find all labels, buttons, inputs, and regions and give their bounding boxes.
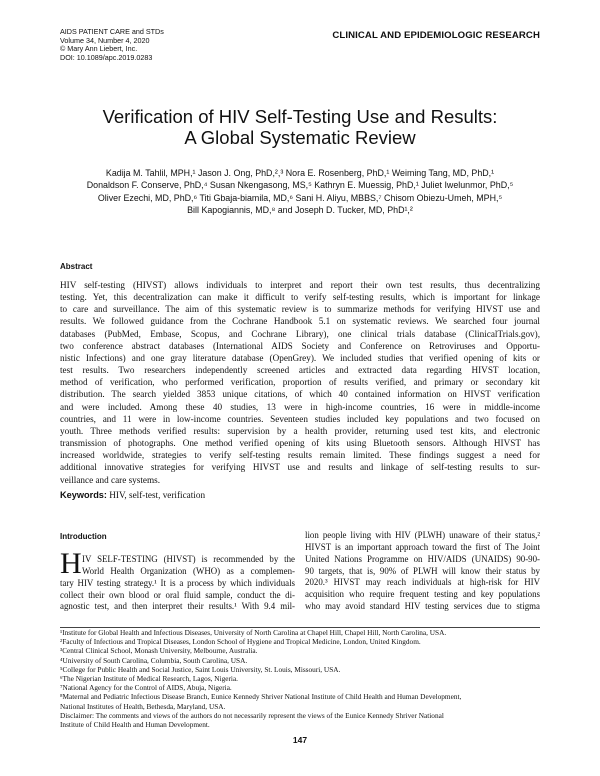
intro-line: 90 targets, that is, 90% of PLWH will know their status by (305, 565, 540, 576)
article-title (60, 106, 540, 148)
abstract-line: distribution. The search yielded 3853 unique citations, of which 40 contained information on HIVST verification (60, 389, 540, 400)
intro-line: tary HIV testing strategy.¹ It is a process by which individuals (60, 577, 295, 588)
abstract-line: and were included. Among these 40 studies, 13 were in high-income countries, 16 were in middle-income (60, 401, 540, 412)
footnote: Disclaimer: The comments and views of the authors do not necessarily represent the views of the Eunice Kennedy Shriver National (60, 710, 444, 720)
footnote: ²Faculty of Infectious and Tropical Diseases, London School of Hygiene and Tropical Medicine, London, United Kingdom. (60, 637, 421, 647)
footnote: ⁷National Agency for the Control of AIDS, Abuja, Nigeria. (60, 683, 232, 693)
footnote: ³Central Clinical School, Monash University, Melbourne, Australia. (60, 646, 258, 656)
intro-line: HIVST is an important approach toward the first of The Joint (305, 541, 540, 552)
abstract-line: veillance and care systems. (60, 474, 160, 485)
abstract-line: to care and surveillance. The aim of this systematic review is to summarize methods for verifying HIVST use and (60, 304, 540, 315)
abstract-line: two conference abstract databases (International AIDS Society and Conference on Retroviruses and Opportu- (60, 340, 540, 351)
abstract-line: youth. Three methods verified results: supervision by a health provider, returning used test kits, and electronic (60, 425, 540, 436)
keywords-text: HIV, self-test, verification (109, 490, 206, 500)
abstract-line: results. We followed guidance from the Cochrane Handbook 5.1 on systematic reviews. We searched four journal (60, 316, 540, 327)
page-number: 147 (292, 735, 308, 745)
keywords (60, 490, 205, 500)
intro-line: World Health Organization (WHO) as a complemen- (82, 565, 295, 576)
intro-line: lion people living with HIV (PLWH) unaware of their status,² (305, 530, 540, 540)
footnote: ¹Institute for Global Health and Infectious Diseases, University of North Carolina at Chapel Hill, Chapel Hill, North Carolina, USA. (60, 628, 447, 637)
intro-line: acquisition who require frequent testing and key populations (305, 589, 540, 600)
intro-line: IV SELF-TESTING (HIVST) is recommended by the (82, 554, 295, 564)
journal-info (60, 28, 164, 62)
footnote: ⁸Maternal and Pediatric Infectious Disease Branch, Eunice Kennedy Shriver National Institute of Child Health and Human Development, (60, 692, 462, 702)
drop-cap: H (60, 547, 82, 580)
section-heading: CLINICAL AND EPIDEMIOLOGIC RESEARCH (332, 30, 540, 41)
footnote: National Institutes of Health, Bethesda, Maryland, USA. (60, 701, 226, 711)
introduction-heading: Introduction (60, 532, 107, 541)
footnote: ⁶The Nigerian Institute of Medical Research, Lagos, Nigeria. (60, 674, 239, 684)
author-line: Bill Kapogiannis, MD,⁸ and Joseph D. Tucker, MD, PhD¹,² (187, 204, 413, 215)
intro-line: agnostic test, and then interpret their results.¹ With 9.4 mil- (60, 601, 295, 612)
abstract-line: transmission of photographs. One method verified opening of kits using Bluetooth sensors. Although HIVST has (60, 438, 540, 449)
journal-volume: Volume 34, Number 4, 2020 (60, 35, 150, 45)
abstract-line: test results. Two researchers independently screened articles and extracted data regarding HIVST location, (60, 365, 540, 376)
abstract-heading: Abstract (60, 262, 93, 271)
author-list (60, 167, 540, 216)
journal-doi[interactable]: DOI: 10.1089/apc.2019.0283 (60, 52, 153, 62)
intro-left-column (60, 554, 295, 613)
affiliation-footnotes (60, 628, 540, 729)
author-line: Donaldson F. Conserve, PhD,⁴ Susan Nkengasong, MS,⁵ Kathryn E. Muessig, PhD,¹ Juliet Iwelunmor, PhD,⁵ (86, 180, 514, 191)
intro-right-column (305, 530, 540, 613)
abstract-line: databases (PubMed, Embase, Scopus, and Cochrane Library), one clinical trials database (ClinicalTrials.gov), (60, 328, 540, 339)
intro-line: United Nations Programme on HIV/AIDS (UNAIDS) 90-90- (305, 553, 540, 564)
journal-name: AIDS PATIENT CARE and STDs (60, 27, 164, 36)
abstract-line: HIV self-testing (HIVST) allows individuals to interpret and report their own test results, thus decentralizing (60, 280, 540, 290)
author-line: Oliver Ezechi, MD, PhD,⁶ Titi Gbaja-biamila, MD,⁶ Sani H. Aliyu, MBBS,⁷ Chisom Obiezu-Umeh, MPH,⁵ (97, 192, 503, 203)
abstract-body (60, 279, 540, 486)
footnote: ⁴University of South Carolina, Columbia, South Carolina, USA. (60, 655, 248, 665)
abstract-line: increased worldwide, strategies to verify self-testing results remain limited. These findings suggest a need for (60, 450, 540, 461)
abstract-line: additional innovative strategies for verifying HIVST use and results and linkage of self-testing results to sur- (60, 462, 540, 473)
abstract-line: testing. Yet, this decentralization can make it difficult to verify self-testing results, which is important for linkage (60, 292, 540, 303)
author-line: Kadija M. Tahlil, MPH,¹ Jason J. Ong, PhD,²,³ Nora E. Rosenberg, PhD,¹ Weiming Tang, MD, PhD,¹ (105, 168, 495, 178)
title-line: Verification of HIV Self-Testing Use and Results: (102, 106, 498, 127)
footnote: Institute of Child Health and Human Development. (60, 720, 210, 730)
intro-line: who may avoid standard HIV testing services due to stigma (305, 601, 540, 612)
intro-line: collect their own blood or oral fluid sample, conduct the di- (60, 589, 295, 600)
abstract-line: countries, and 11 were in low-income countries. Seventeen studies included key populations and two focused on (60, 413, 540, 424)
abstract-line: method of verification, who performed verification, proportion of results verified, and primary or secondary kit (60, 377, 540, 388)
title-line: A Global Systematic Review (184, 127, 416, 148)
footnote: ⁵College for Public Health and Social Justice, Saint Louis University, St. Louis, Missouri, USA. (60, 664, 341, 674)
abstract-line: nistic Infections) and one gray literature database (OpenGrey). We included studies that verified opening of kits or (60, 352, 540, 363)
journal-copyright: © Mary Ann Liebert, Inc. (60, 44, 138, 54)
intro-line: 2020.³ HIVST may reach individuals at high-risk for HIV (305, 577, 540, 588)
keywords-label: Keywords: (60, 490, 107, 500)
